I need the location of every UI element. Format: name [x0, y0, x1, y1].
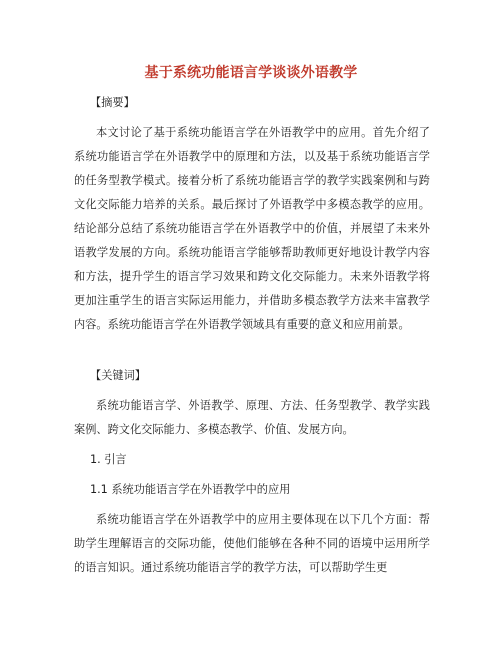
document-title: 基于系统功能语言学谈谈外语教学	[144, 65, 358, 81]
section-1-heading: 1. 引言	[90, 453, 127, 466]
section-1-1-paragraph: 系统功能语言学在外语教学中的应用主要体现在以下几个方面：帮助学生理解语言的交际功能，使他们能够在各种不同的语境中运用所学的语言知识。通过系统功能语言学的教学方法，可以帮助学生更	[74, 513, 430, 574]
keywords-label: 【关键词】	[90, 369, 146, 382]
abstract-paragraph: 本文讨论了基于系统功能语言学在外语教学中的应用。首先介绍了系统功能语言学在外语教学中的原理和方法，以及基于系统功能语言学的任务型教学模式。接着分析了系统功能语言学的教学实践案例和与跨文化交际能力培养的关系。最后探讨了外语教学中多模态教学的应用。结论部分总结了系统功能语言学在外语教学中的价值，并展望了未来外语教学发展的方向。系统功能语言学能够帮助教师更好地设计教学内容和方法，提升学生的语言学习效果和跨文化交际能力。未来外语教学将更加注重学生的语言实际运用能力，并借助多模态教学方法来丰富教学内容。系统功能语言学在外语教学领域具有重要的意义和应用前景。	[74, 126, 430, 331]
abstract-label: 【摘要】	[90, 96, 135, 109]
keywords-paragraph: 系统功能语言学、外语教学、原理、方法、任务型教学、教学实践案例、跨文化交际能力、多模态教学、价值、发展方向。	[74, 399, 430, 436]
section-1-1-heading: 1.1 系统功能语言学在外语教学中的应用	[90, 483, 291, 496]
